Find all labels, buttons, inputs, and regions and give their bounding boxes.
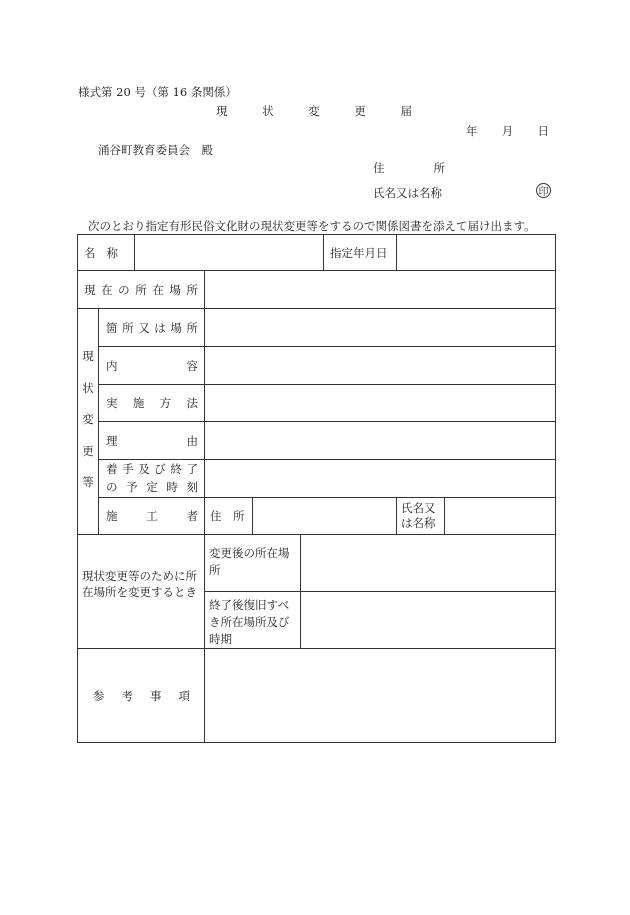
contractor-name-label: 氏名又 は名称 [401, 501, 436, 530]
schedule-cell[interactable] [205, 460, 555, 497]
title-char: 更 [354, 104, 366, 118]
title-char: 現 [216, 104, 228, 118]
intro-text: 次のとおり指定有形民俗文化財の現状変更等をするので関係図書を添えて届け出ます。 [88, 219, 536, 233]
name-label: 氏名又は名称 [373, 186, 442, 200]
contractor-address-label: 住 所 [210, 509, 245, 523]
method-cell[interactable] [205, 385, 555, 421]
remarks-cell[interactable] [205, 649, 555, 742]
contractor-header: 施 工 者 [106, 509, 198, 523]
schedule-header: 着 手 及 び 終 了 の 予 定 時 刻 [106, 462, 198, 494]
contractor-name-cell[interactable] [445, 498, 555, 534]
restore-label: 終了後復旧すべき所在場所及び時期 [209, 598, 290, 646]
form-number: 様式第 20 号（第 16 条関係） [78, 85, 237, 99]
spot-cell[interactable] [205, 309, 555, 346]
reason-cell[interactable] [205, 422, 555, 459]
restore-cell[interactable] [301, 592, 555, 648]
title-char: 届 [400, 104, 412, 118]
month-label: 月 [501, 124, 514, 138]
contractor-address-cell[interactable] [253, 498, 396, 534]
title-char: 変 [308, 104, 320, 118]
alteration-group-label: 現 状 変 更 等 [82, 349, 94, 489]
content-header: 内 容 [106, 358, 198, 373]
designation-date-cell[interactable] [397, 235, 555, 270]
name-header: 名 称 [84, 245, 118, 260]
recipient: 涌谷町教育委員会 殿 [98, 143, 213, 157]
current-location-cell[interactable] [205, 271, 555, 308]
content-cell[interactable] [205, 347, 555, 384]
designation-date-header: 指定年月日 [330, 245, 388, 260]
day-label: 日 [537, 124, 549, 138]
year-label: 年 [466, 124, 478, 138]
relocation-header: 現状変更等のために所在場所を変更するとき [82, 569, 197, 599]
seal-mark: 印 [536, 183, 551, 198]
address-label: 住 所 [373, 161, 445, 175]
current-location-header: 現 在 の 所 在 場 所 [84, 282, 198, 297]
method-header: 実 施 方 法 [106, 396, 198, 410]
date-line [466, 123, 549, 139]
remarks-header: 参 考 事 項 [93, 688, 190, 703]
document-title [216, 103, 412, 119]
new-location-label: 変更後の所在場所 [209, 546, 290, 577]
title-char: 状 [262, 104, 274, 118]
name-value-cell[interactable] [135, 235, 323, 270]
spot-header: 箇 所 又 は 場 所 [106, 320, 198, 335]
reason-header: 理 由 [106, 433, 198, 448]
new-location-cell[interactable] [301, 535, 555, 591]
